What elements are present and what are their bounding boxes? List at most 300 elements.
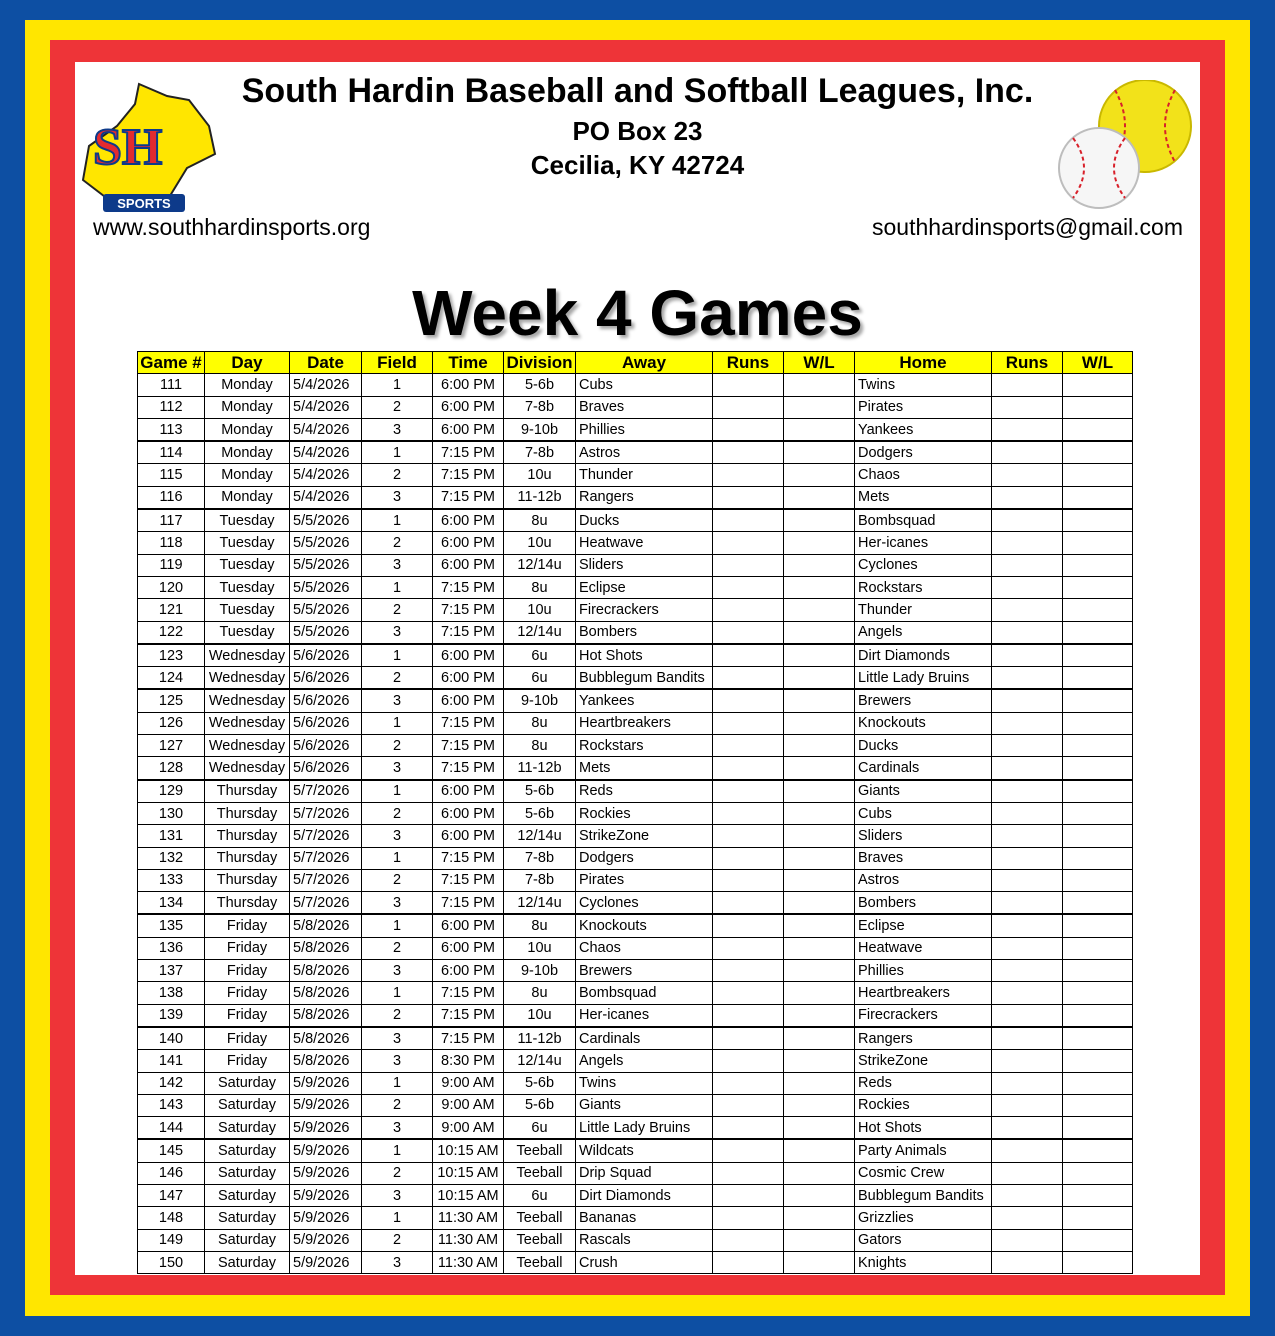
cell-division: 6u xyxy=(504,1117,576,1140)
cell-home-runs[interactable] xyxy=(992,667,1063,690)
cell-division: 7-8b xyxy=(504,396,576,418)
cell-division: 5-6b xyxy=(504,802,576,824)
cell-home-runs[interactable] xyxy=(992,869,1063,891)
cell-field: 3 xyxy=(362,418,433,441)
table-row xyxy=(138,1004,1133,1027)
cell-away-runs[interactable] xyxy=(713,960,784,982)
cell-away-team: Bananas xyxy=(576,1207,713,1229)
cell-field: 2 xyxy=(362,802,433,824)
col-header-day: Day xyxy=(205,352,290,374)
cell-date: 5/8/2026 xyxy=(290,937,362,959)
cell-away-runs[interactable] xyxy=(713,576,784,598)
cell-home-wl[interactable] xyxy=(1063,1229,1133,1251)
cell-home-runs[interactable] xyxy=(992,576,1063,598)
cell-home-runs[interactable] xyxy=(992,1004,1063,1027)
cell-game-number: 122 xyxy=(138,621,205,644)
cell-field: 1 xyxy=(362,644,433,667)
cell-home-runs[interactable] xyxy=(992,982,1063,1004)
cell-away-runs[interactable] xyxy=(713,486,784,509)
cell-day: Wednesday xyxy=(205,667,290,690)
cell-away-wl[interactable] xyxy=(784,1027,855,1050)
cell-game-number: 149 xyxy=(138,1229,205,1251)
cell-home-team: Rangers xyxy=(855,1027,992,1050)
cell-home-team: Cosmic Crew xyxy=(855,1162,992,1184)
cell-home-runs[interactable] xyxy=(992,1251,1063,1273)
cell-away-wl[interactable] xyxy=(784,825,855,847)
cell-date: 5/6/2026 xyxy=(290,735,362,757)
cell-home-wl[interactable] xyxy=(1063,914,1133,937)
cell-home-wl[interactable] xyxy=(1063,1184,1133,1206)
cell-away-runs[interactable] xyxy=(713,689,784,712)
cell-away-runs[interactable] xyxy=(713,869,784,891)
cell-away-team: Wildcats xyxy=(576,1139,713,1162)
cell-date: 5/6/2026 xyxy=(290,689,362,712)
cell-away-wl[interactable] xyxy=(784,1251,855,1273)
cell-home-runs[interactable] xyxy=(992,599,1063,621)
cell-field: 3 xyxy=(362,825,433,847)
cell-home-wl[interactable] xyxy=(1063,599,1133,621)
email-link[interactable]: southhardinsports@gmail.com xyxy=(872,214,1183,240)
cell-away-runs[interactable] xyxy=(713,1117,784,1140)
col-header-game: Game # xyxy=(138,352,205,374)
cell-away-wl[interactable] xyxy=(784,486,855,509)
table-row xyxy=(138,621,1133,644)
cell-day: Tuesday xyxy=(205,554,290,576)
cell-day: Friday xyxy=(205,1050,290,1072)
cell-home-wl[interactable] xyxy=(1063,1027,1133,1050)
cell-date: 5/4/2026 xyxy=(290,396,362,418)
cell-away-runs[interactable] xyxy=(713,621,784,644)
cell-field: 1 xyxy=(362,1072,433,1094)
cell-division: 6u xyxy=(504,667,576,690)
cell-away-wl[interactable] xyxy=(784,780,855,803)
table-row xyxy=(138,396,1133,418)
cell-game-number: 112 xyxy=(138,396,205,418)
cell-away-wl[interactable] xyxy=(784,1162,855,1184)
cell-home-team: Sliders xyxy=(855,825,992,847)
table-row xyxy=(138,1050,1133,1072)
table-row xyxy=(138,1162,1133,1184)
col-header-home-wl: W/L xyxy=(1063,352,1133,374)
cell-away-runs[interactable] xyxy=(713,712,784,734)
cell-home-runs[interactable] xyxy=(992,1184,1063,1206)
cell-game-number: 146 xyxy=(138,1162,205,1184)
cell-field: 2 xyxy=(362,735,433,757)
cell-day: Thursday xyxy=(205,802,290,824)
cell-home-runs[interactable] xyxy=(992,1207,1063,1229)
cell-away-wl[interactable] xyxy=(784,960,855,982)
logo-s-letter: SH xyxy=(93,119,163,176)
cell-away-wl[interactable] xyxy=(784,847,855,869)
cell-away-runs[interactable] xyxy=(713,1229,784,1251)
cell-away-wl[interactable] xyxy=(784,892,855,915)
cell-home-runs[interactable] xyxy=(992,441,1063,464)
cell-home-wl[interactable] xyxy=(1063,1050,1133,1072)
cell-away-runs[interactable] xyxy=(713,802,784,824)
cell-time: 6:00 PM xyxy=(433,554,504,576)
cell-home-team: Chaos xyxy=(855,464,992,486)
table-row xyxy=(138,1229,1133,1251)
cell-home-wl[interactable] xyxy=(1063,825,1133,847)
cell-field: 2 xyxy=(362,937,433,959)
cell-date: 5/9/2026 xyxy=(290,1094,362,1116)
cell-away-team: Ducks xyxy=(576,509,713,532)
cell-away-wl[interactable] xyxy=(784,757,855,780)
cell-division: 7-8b xyxy=(504,441,576,464)
cell-home-team: Hot Shots xyxy=(855,1117,992,1140)
cell-away-team: Rangers xyxy=(576,486,713,509)
table-row xyxy=(138,532,1133,554)
cell-away-runs[interactable] xyxy=(713,757,784,780)
cell-away-team: Giants xyxy=(576,1094,713,1116)
cell-home-wl[interactable] xyxy=(1063,780,1133,803)
cell-date: 5/8/2026 xyxy=(290,914,362,937)
cell-division: 11-12b xyxy=(504,486,576,509)
cell-away-runs[interactable] xyxy=(713,1072,784,1094)
cell-away-wl[interactable] xyxy=(784,1207,855,1229)
cell-date: 5/5/2026 xyxy=(290,576,362,598)
cell-home-runs[interactable] xyxy=(992,960,1063,982)
cell-away-wl[interactable] xyxy=(784,1004,855,1027)
cell-away-wl[interactable] xyxy=(784,532,855,554)
cell-home-wl[interactable] xyxy=(1063,869,1133,891)
cell-day: Monday xyxy=(205,464,290,486)
cell-home-wl[interactable] xyxy=(1063,802,1133,824)
cell-away-team: Mets xyxy=(576,757,713,780)
cell-home-wl[interactable] xyxy=(1063,1117,1133,1140)
cell-away-runs[interactable] xyxy=(713,554,784,576)
cell-field: 2 xyxy=(362,1004,433,1027)
cell-day: Monday xyxy=(205,374,290,396)
cell-time: 8:30 PM xyxy=(433,1050,504,1072)
cell-day: Monday xyxy=(205,418,290,441)
cell-away-runs[interactable] xyxy=(713,1004,784,1027)
cell-home-wl[interactable] xyxy=(1063,1207,1133,1229)
cell-away-wl[interactable] xyxy=(784,464,855,486)
cell-home-wl[interactable] xyxy=(1063,892,1133,915)
cell-home-team: Heatwave xyxy=(855,937,992,959)
cell-game-number: 129 xyxy=(138,780,205,803)
cell-home-wl[interactable] xyxy=(1063,937,1133,959)
cell-home-runs[interactable] xyxy=(992,914,1063,937)
cell-away-wl[interactable] xyxy=(784,869,855,891)
cell-away-wl[interactable] xyxy=(784,599,855,621)
cell-home-wl[interactable] xyxy=(1063,1072,1133,1094)
cell-home-runs[interactable] xyxy=(992,937,1063,959)
cell-away-runs[interactable] xyxy=(713,667,784,690)
cell-home-runs[interactable] xyxy=(992,644,1063,667)
cell-home-runs[interactable] xyxy=(992,396,1063,418)
cell-home-wl[interactable] xyxy=(1063,712,1133,734)
cell-away-wl[interactable] xyxy=(784,802,855,824)
cell-away-wl[interactable] xyxy=(784,374,855,396)
cell-home-wl[interactable] xyxy=(1063,960,1133,982)
cell-away-team: Little Lady Bruins xyxy=(576,1117,713,1140)
cell-field: 2 xyxy=(362,1162,433,1184)
cell-division: 10u xyxy=(504,937,576,959)
cell-away-runs[interactable] xyxy=(713,441,784,464)
cell-field: 2 xyxy=(362,869,433,891)
cell-day: Thursday xyxy=(205,825,290,847)
cell-away-runs[interactable] xyxy=(713,396,784,418)
website-link[interactable]: www.southhardinsports.org xyxy=(93,214,371,240)
cell-away-runs[interactable] xyxy=(713,892,784,915)
cell-away-runs[interactable] xyxy=(713,1184,784,1206)
cell-away-runs[interactable] xyxy=(713,1139,784,1162)
cell-day: Wednesday xyxy=(205,757,290,780)
cell-home-runs[interactable] xyxy=(992,712,1063,734)
cell-home-wl[interactable] xyxy=(1063,667,1133,690)
cell-field: 1 xyxy=(362,780,433,803)
cell-home-wl[interactable] xyxy=(1063,418,1133,441)
cell-away-runs[interactable] xyxy=(713,847,784,869)
cell-away-runs[interactable] xyxy=(713,509,784,532)
table-row xyxy=(138,667,1133,690)
address-line-1: PO Box 23 xyxy=(572,116,703,146)
cell-game-number: 144 xyxy=(138,1117,205,1140)
table-row xyxy=(138,892,1133,915)
cell-time: 9:00 AM xyxy=(433,1072,504,1094)
cell-home-wl[interactable] xyxy=(1063,486,1133,509)
cell-day: Monday xyxy=(205,396,290,418)
cell-away-runs[interactable] xyxy=(713,735,784,757)
cell-home-wl[interactable] xyxy=(1063,735,1133,757)
cell-division: 12/14u xyxy=(504,892,576,915)
cell-home-runs[interactable] xyxy=(992,486,1063,509)
cell-away-wl[interactable] xyxy=(784,1072,855,1094)
cell-away-runs[interactable] xyxy=(713,644,784,667)
cell-division: 11-12b xyxy=(504,757,576,780)
cell-division: 10u xyxy=(504,464,576,486)
cell-away-team: Dodgers xyxy=(576,847,713,869)
cell-home-wl[interactable] xyxy=(1063,509,1133,532)
cell-home-wl[interactable] xyxy=(1063,982,1133,1004)
cell-away-runs[interactable] xyxy=(713,464,784,486)
cell-time: 6:00 PM xyxy=(433,937,504,959)
cell-date: 5/7/2026 xyxy=(290,825,362,847)
cell-home-runs[interactable] xyxy=(992,554,1063,576)
cell-away-runs[interactable] xyxy=(713,825,784,847)
cell-day: Saturday xyxy=(205,1162,290,1184)
cell-home-runs[interactable] xyxy=(992,689,1063,712)
cell-home-wl[interactable] xyxy=(1063,374,1133,396)
cell-game-number: 136 xyxy=(138,937,205,959)
cell-away-runs[interactable] xyxy=(713,532,784,554)
cell-date: 5/4/2026 xyxy=(290,418,362,441)
cell-date: 5/6/2026 xyxy=(290,644,362,667)
flyer-panel xyxy=(75,62,1200,1275)
cell-date: 5/5/2026 xyxy=(290,599,362,621)
cell-game-number: 120 xyxy=(138,576,205,598)
cell-game-number: 128 xyxy=(138,757,205,780)
cell-away-runs[interactable] xyxy=(713,982,784,1004)
cell-game-number: 132 xyxy=(138,847,205,869)
table-row xyxy=(138,982,1133,1004)
cell-away-wl[interactable] xyxy=(784,735,855,757)
cell-away-team: Reds xyxy=(576,780,713,803)
cell-away-wl[interactable] xyxy=(784,621,855,644)
cell-home-runs[interactable] xyxy=(992,374,1063,396)
cell-home-runs[interactable] xyxy=(992,802,1063,824)
cell-home-runs[interactable] xyxy=(992,847,1063,869)
cell-division: 12/14u xyxy=(504,554,576,576)
cell-home-wl[interactable] xyxy=(1063,1004,1133,1027)
cell-away-runs[interactable] xyxy=(713,780,784,803)
cell-away-wl[interactable] xyxy=(784,937,855,959)
cell-away-wl[interactable] xyxy=(784,1229,855,1251)
cell-home-runs[interactable] xyxy=(992,1050,1063,1072)
cell-time: 7:15 PM xyxy=(433,576,504,598)
cell-date: 5/7/2026 xyxy=(290,780,362,803)
cell-game-number: 119 xyxy=(138,554,205,576)
cell-time: 6:00 PM xyxy=(433,960,504,982)
cell-home-runs[interactable] xyxy=(992,1072,1063,1094)
cell-home-runs[interactable] xyxy=(992,1162,1063,1184)
cell-away-wl[interactable] xyxy=(784,441,855,464)
cell-away-team: Bombers xyxy=(576,621,713,644)
cell-home-runs[interactable] xyxy=(992,464,1063,486)
table-row xyxy=(138,644,1133,667)
cell-home-wl[interactable] xyxy=(1063,689,1133,712)
cell-away-runs[interactable] xyxy=(713,1162,784,1184)
cell-away-runs[interactable] xyxy=(713,418,784,441)
cell-home-team: Braves xyxy=(855,847,992,869)
cell-away-wl[interactable] xyxy=(784,712,855,734)
cell-division: 5-6b xyxy=(504,374,576,396)
cell-away-team: Twins xyxy=(576,1072,713,1094)
cell-home-wl[interactable] xyxy=(1063,1162,1133,1184)
cell-away-runs[interactable] xyxy=(713,937,784,959)
cell-field: 3 xyxy=(362,1184,433,1206)
cell-away-wl[interactable] xyxy=(784,554,855,576)
cell-field: 1 xyxy=(362,576,433,598)
cell-away-runs[interactable] xyxy=(713,1251,784,1273)
cell-away-runs[interactable] xyxy=(713,1027,784,1050)
cell-home-runs[interactable] xyxy=(992,1139,1063,1162)
cell-home-team: Knockouts xyxy=(855,712,992,734)
address-line-2: Cecilia, KY 42724 xyxy=(530,150,745,180)
cell-date: 5/6/2026 xyxy=(290,712,362,734)
cell-home-runs[interactable] xyxy=(992,509,1063,532)
cell-home-wl[interactable] xyxy=(1063,1251,1133,1273)
cell-day: Thursday xyxy=(205,869,290,891)
table-row xyxy=(138,1027,1133,1050)
cell-division: 6u xyxy=(504,644,576,667)
cell-home-wl[interactable] xyxy=(1063,532,1133,554)
cell-home-runs[interactable] xyxy=(992,621,1063,644)
cell-home-runs[interactable] xyxy=(992,1117,1063,1140)
cell-away-wl[interactable] xyxy=(784,914,855,937)
cell-away-wl[interactable] xyxy=(784,1094,855,1116)
cell-home-runs[interactable] xyxy=(992,892,1063,915)
cell-home-runs[interactable] xyxy=(992,825,1063,847)
cell-away-runs[interactable] xyxy=(713,599,784,621)
cell-time: 11:30 AM xyxy=(433,1207,504,1229)
cell-home-wl[interactable] xyxy=(1063,441,1133,464)
cell-date: 5/7/2026 xyxy=(290,892,362,915)
cell-home-wl[interactable] xyxy=(1063,644,1133,667)
cell-home-runs[interactable] xyxy=(992,1229,1063,1251)
cell-field: 1 xyxy=(362,509,433,532)
cell-away-runs[interactable] xyxy=(713,1050,784,1072)
cell-home-wl[interactable] xyxy=(1063,576,1133,598)
cell-home-team: Grizzlies xyxy=(855,1207,992,1229)
cell-away-runs[interactable] xyxy=(713,1207,784,1229)
cell-home-runs[interactable] xyxy=(992,735,1063,757)
cell-date: 5/6/2026 xyxy=(290,667,362,690)
cell-field: 1 xyxy=(362,374,433,396)
cell-home-runs[interactable] xyxy=(992,1027,1063,1050)
cell-away-wl[interactable] xyxy=(784,689,855,712)
cell-date: 5/8/2026 xyxy=(290,1004,362,1027)
cell-away-wl[interactable] xyxy=(784,509,855,532)
col-header-time: Time xyxy=(433,352,504,374)
cell-field: 3 xyxy=(362,960,433,982)
cell-home-wl[interactable] xyxy=(1063,464,1133,486)
table-row xyxy=(138,509,1133,532)
cell-home-team: Phillies xyxy=(855,960,992,982)
cell-time: 6:00 PM xyxy=(433,689,504,712)
cell-home-wl[interactable] xyxy=(1063,396,1133,418)
cell-away-runs[interactable] xyxy=(713,1094,784,1116)
cell-away-wl[interactable] xyxy=(784,1050,855,1072)
cell-home-runs[interactable] xyxy=(992,418,1063,441)
cell-home-runs[interactable] xyxy=(992,532,1063,554)
cell-day: Thursday xyxy=(205,847,290,869)
cell-game-number: 125 xyxy=(138,689,205,712)
cell-home-wl[interactable] xyxy=(1063,621,1133,644)
cell-away-wl[interactable] xyxy=(784,418,855,441)
cell-away-runs[interactable] xyxy=(713,374,784,396)
cell-away-wl[interactable] xyxy=(784,1184,855,1206)
cell-field: 3 xyxy=(362,486,433,509)
cell-home-runs[interactable] xyxy=(992,780,1063,803)
cell-away-wl[interactable] xyxy=(784,1139,855,1162)
cell-time: 6:00 PM xyxy=(433,914,504,937)
cell-home-wl[interactable] xyxy=(1063,847,1133,869)
cell-time: 10:15 AM xyxy=(433,1139,504,1162)
cell-time: 7:15 PM xyxy=(433,892,504,915)
cell-home-runs[interactable] xyxy=(992,757,1063,780)
cell-home-wl[interactable] xyxy=(1063,1139,1133,1162)
cell-away-wl[interactable] xyxy=(784,1117,855,1140)
cell-away-wl[interactable] xyxy=(784,396,855,418)
cell-home-wl[interactable] xyxy=(1063,757,1133,780)
cell-away-wl[interactable] xyxy=(784,644,855,667)
cell-away-wl[interactable] xyxy=(784,982,855,1004)
cell-division: Teeball xyxy=(504,1229,576,1251)
table-row xyxy=(138,914,1133,937)
cell-away-runs[interactable] xyxy=(713,914,784,937)
cell-game-number: 115 xyxy=(138,464,205,486)
cell-day: Friday xyxy=(205,937,290,959)
cell-away-wl[interactable] xyxy=(784,576,855,598)
cell-date: 5/8/2026 xyxy=(290,1050,362,1072)
table-row xyxy=(138,1117,1133,1140)
table-row xyxy=(138,689,1133,712)
cell-home-runs[interactable] xyxy=(992,1094,1063,1116)
schedule-body xyxy=(138,374,1133,1274)
cell-game-number: 150 xyxy=(138,1251,205,1273)
cell-date: 5/9/2026 xyxy=(290,1184,362,1206)
cell-game-number: 116 xyxy=(138,486,205,509)
cell-home-wl[interactable] xyxy=(1063,554,1133,576)
cell-time: 7:15 PM xyxy=(433,757,504,780)
cell-division: 9-10b xyxy=(504,418,576,441)
cell-away-wl[interactable] xyxy=(784,667,855,690)
cell-division: Teeball xyxy=(504,1207,576,1229)
cell-home-wl[interactable] xyxy=(1063,1094,1133,1116)
